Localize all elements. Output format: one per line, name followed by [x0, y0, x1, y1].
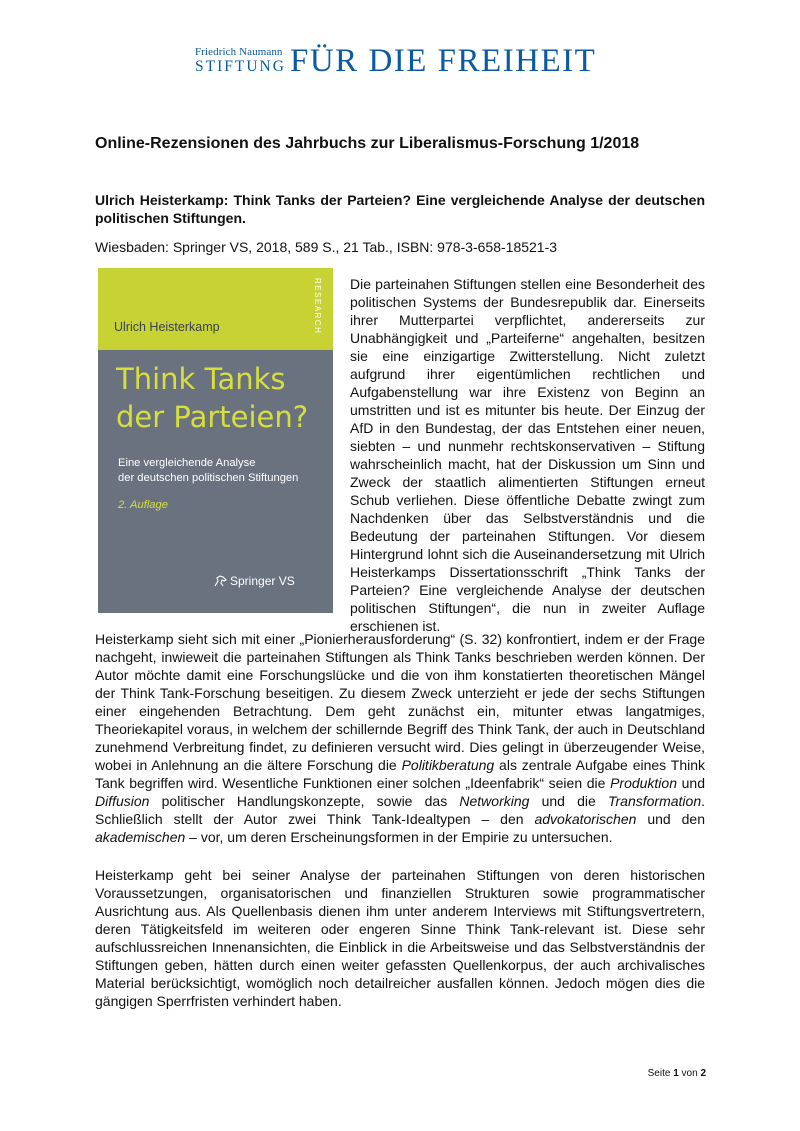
logo-line1: Friedrich Naumann — [195, 46, 283, 58]
cover-author: Ulrich Heisterkamp — [114, 320, 220, 334]
cover-edition: 2. Auflage — [118, 499, 168, 511]
body-paragraph-1 — [95, 630, 705, 846]
book-cover-image — [98, 268, 333, 613]
body-paragraph-2: Heisterkamp geht bei seiner Analyse der parteinahen Stiftungen von deren historischen Voraussetzungen, organisatorischen und finanziellen Strukturen sowie programmatischer Ausrichtung aus. Als Quellenbasis dienen ihm unter anderem Interviews mit Stiftungsvertretern, deren Tätigkeitsfeld im weiteren oder engeren Sinne Think Tank-relevant ist. Diese sehr aufschlussreichen Innenansichten, die Einblick in die Arbeitsweise und das Selbstverständnis der Stiftungen geben, hätten durch einen weiter gefassten Quellenkorpus, der auch archivalisches Material berücksichtigt, womöglich noch detailreicher ausfallen können. Jedoch mögen dies die gängigen Sperrfristen verhindert haben. — [95, 867, 705, 1009]
logo-slogan: FÜR DIE FREIHEIT — [290, 43, 597, 79]
p1-emph-advokatorischen: advokatorischen — [534, 811, 637, 827]
publication-info: Wiesbaden: Springer VS, 2018, 589 S., 21 Tab., ISBN: 978-3-658-18521-3 — [95, 239, 558, 255]
p1-emph-politikberatung: Politikberatung — [401, 757, 495, 773]
page-number — [600, 1068, 706, 1080]
p1-text-h: – vor, um deren Erscheinungsformen in der Empirie zu untersuchen. — [185, 829, 613, 845]
p1-text-c: und — [677, 775, 705, 791]
foundation-logo — [195, 43, 615, 80]
document-title: Online-Rezensionen des Jahrbuchs zur Liberalismus-Forschung 1/2018 — [95, 135, 640, 152]
p1-text-g: und den — [636, 811, 705, 827]
p1-text-d: politischer Handlungskonzepte, sowie das — [149, 793, 460, 809]
cover-series: RESEARCH — [313, 278, 322, 335]
logo-foundation-name — [195, 46, 287, 75]
intro-paragraph: Die parteinahen Stiftungen stellen eine Besonderheit des politischen Systems der Bundesrepublik dar. Einerseits ihrer Mutterpartei verpflichtet, andererseits zur Unabhängigkeit und „Parteiferne“ angehalten, besitzen sie eine einzigartige Zwitterstellung. Nicht zuletzt aufgrund ihrer eigentümlichen rechtlichen und Aufgabenstellung war ihre Existenz von Beginn an umstritten und ist es mitunter bis heute. Der Einzug der AfD in den Bundestag, der das Entstehen einer neuen, siebten – und nunmehr rechtskonservativen – Stiftung wahrscheinlich macht, hat der Diskussion um Sinn und Zweck der staatlich alimentierten Stiftungen erneut Schub verliehen. Diese öffentliche Debatte zwingt zum Nachdenken über das Selbstverständnis und die Bedeutung der parteinahen Stiftungen. Vor diesem Hintergrund lohnt sich die Auseinandersetzung mit Ulrich Heisterkamps Dissertationsschrift „Think Tanks der Parteien? Eine vergleichende Analyse der deutschen politischen Stiftungen“, die nun in zweiter Auflage erschienen ist. — [350, 276, 705, 634]
cover-title — [116, 360, 321, 436]
cover-title-line2: der Parteien? — [116, 400, 309, 434]
page-current: 1 — [673, 1068, 679, 1079]
page-of: von — [681, 1068, 698, 1079]
p1-emph-diffusion: Diffusion — [95, 793, 150, 809]
cover-band — [98, 268, 333, 350]
cover-title-line1: Think Tanks — [116, 362, 286, 396]
p1-emph-networking: Networking — [459, 793, 530, 809]
springer-horse-icon — [214, 575, 227, 587]
p1-text-a: Heisterkamp sieht sich mit einer „Pionierherausforderung“ (S. 32) konfrontiert, indem er der Frage nachgeht, inwieweit die parteinahen Stiftungen als Think Tanks beschrieben werden können. Der Autor möchte damit eine Forschungslücke und die von ihm konstatierten theoretischen Mängel der Think Tank-Forschung beseitigen. Zu diesem Zweck unterzieht er jede der sechs Stiftungen einer eingehenden Betrachtung. Dem geht zunächst ein, mitunter etwas langatmiges, Theoriekapitel voraus, in welchem der schillernde Begriff des Think Tank, der auch in Deutschland zunehmend Verbreitung findet, zu definieren versucht wird. Dies gelingt in überzeugender Weise, wobei in Anlehnung an die ältere Forschung die — [95, 631, 705, 773]
p1-text-f: . Schließlich stellt der Autor zwei Think Tank-Idealtypen – den — [95, 793, 705, 827]
cover-subtitle — [118, 456, 323, 486]
p1-emph-transformation: Transformation — [608, 793, 702, 809]
p1-emph-produktion: Produktion — [610, 775, 677, 791]
book-title: Ulrich Heisterkamp: Think Tanks der Parteien? Eine vergleichende Analyse der deutschen politischen Stiftungen. — [95, 192, 705, 226]
cover-publisher-name: Springer VS — [230, 574, 295, 588]
p1-text-e: und die — [529, 793, 608, 809]
logo-line2: STIFTUNG — [195, 58, 286, 75]
cover-publisher — [214, 574, 295, 588]
page-prefix: Seite — [647, 1068, 671, 1079]
cover-subtitle-line1: Eine vergleichende Analyse — [118, 457, 256, 469]
p1-emph-akademischen: akademischen — [95, 829, 186, 845]
cover-subtitle-line2: der deutschen politischen Stiftungen — [118, 472, 299, 484]
page-total: 2 — [700, 1068, 706, 1079]
p1-text-b: als zentrale Aufgabe eines Think Tank begriffen wird. Wesentliche Funktionen einer solchen „Ideenfabrik“ seien die — [95, 757, 705, 791]
